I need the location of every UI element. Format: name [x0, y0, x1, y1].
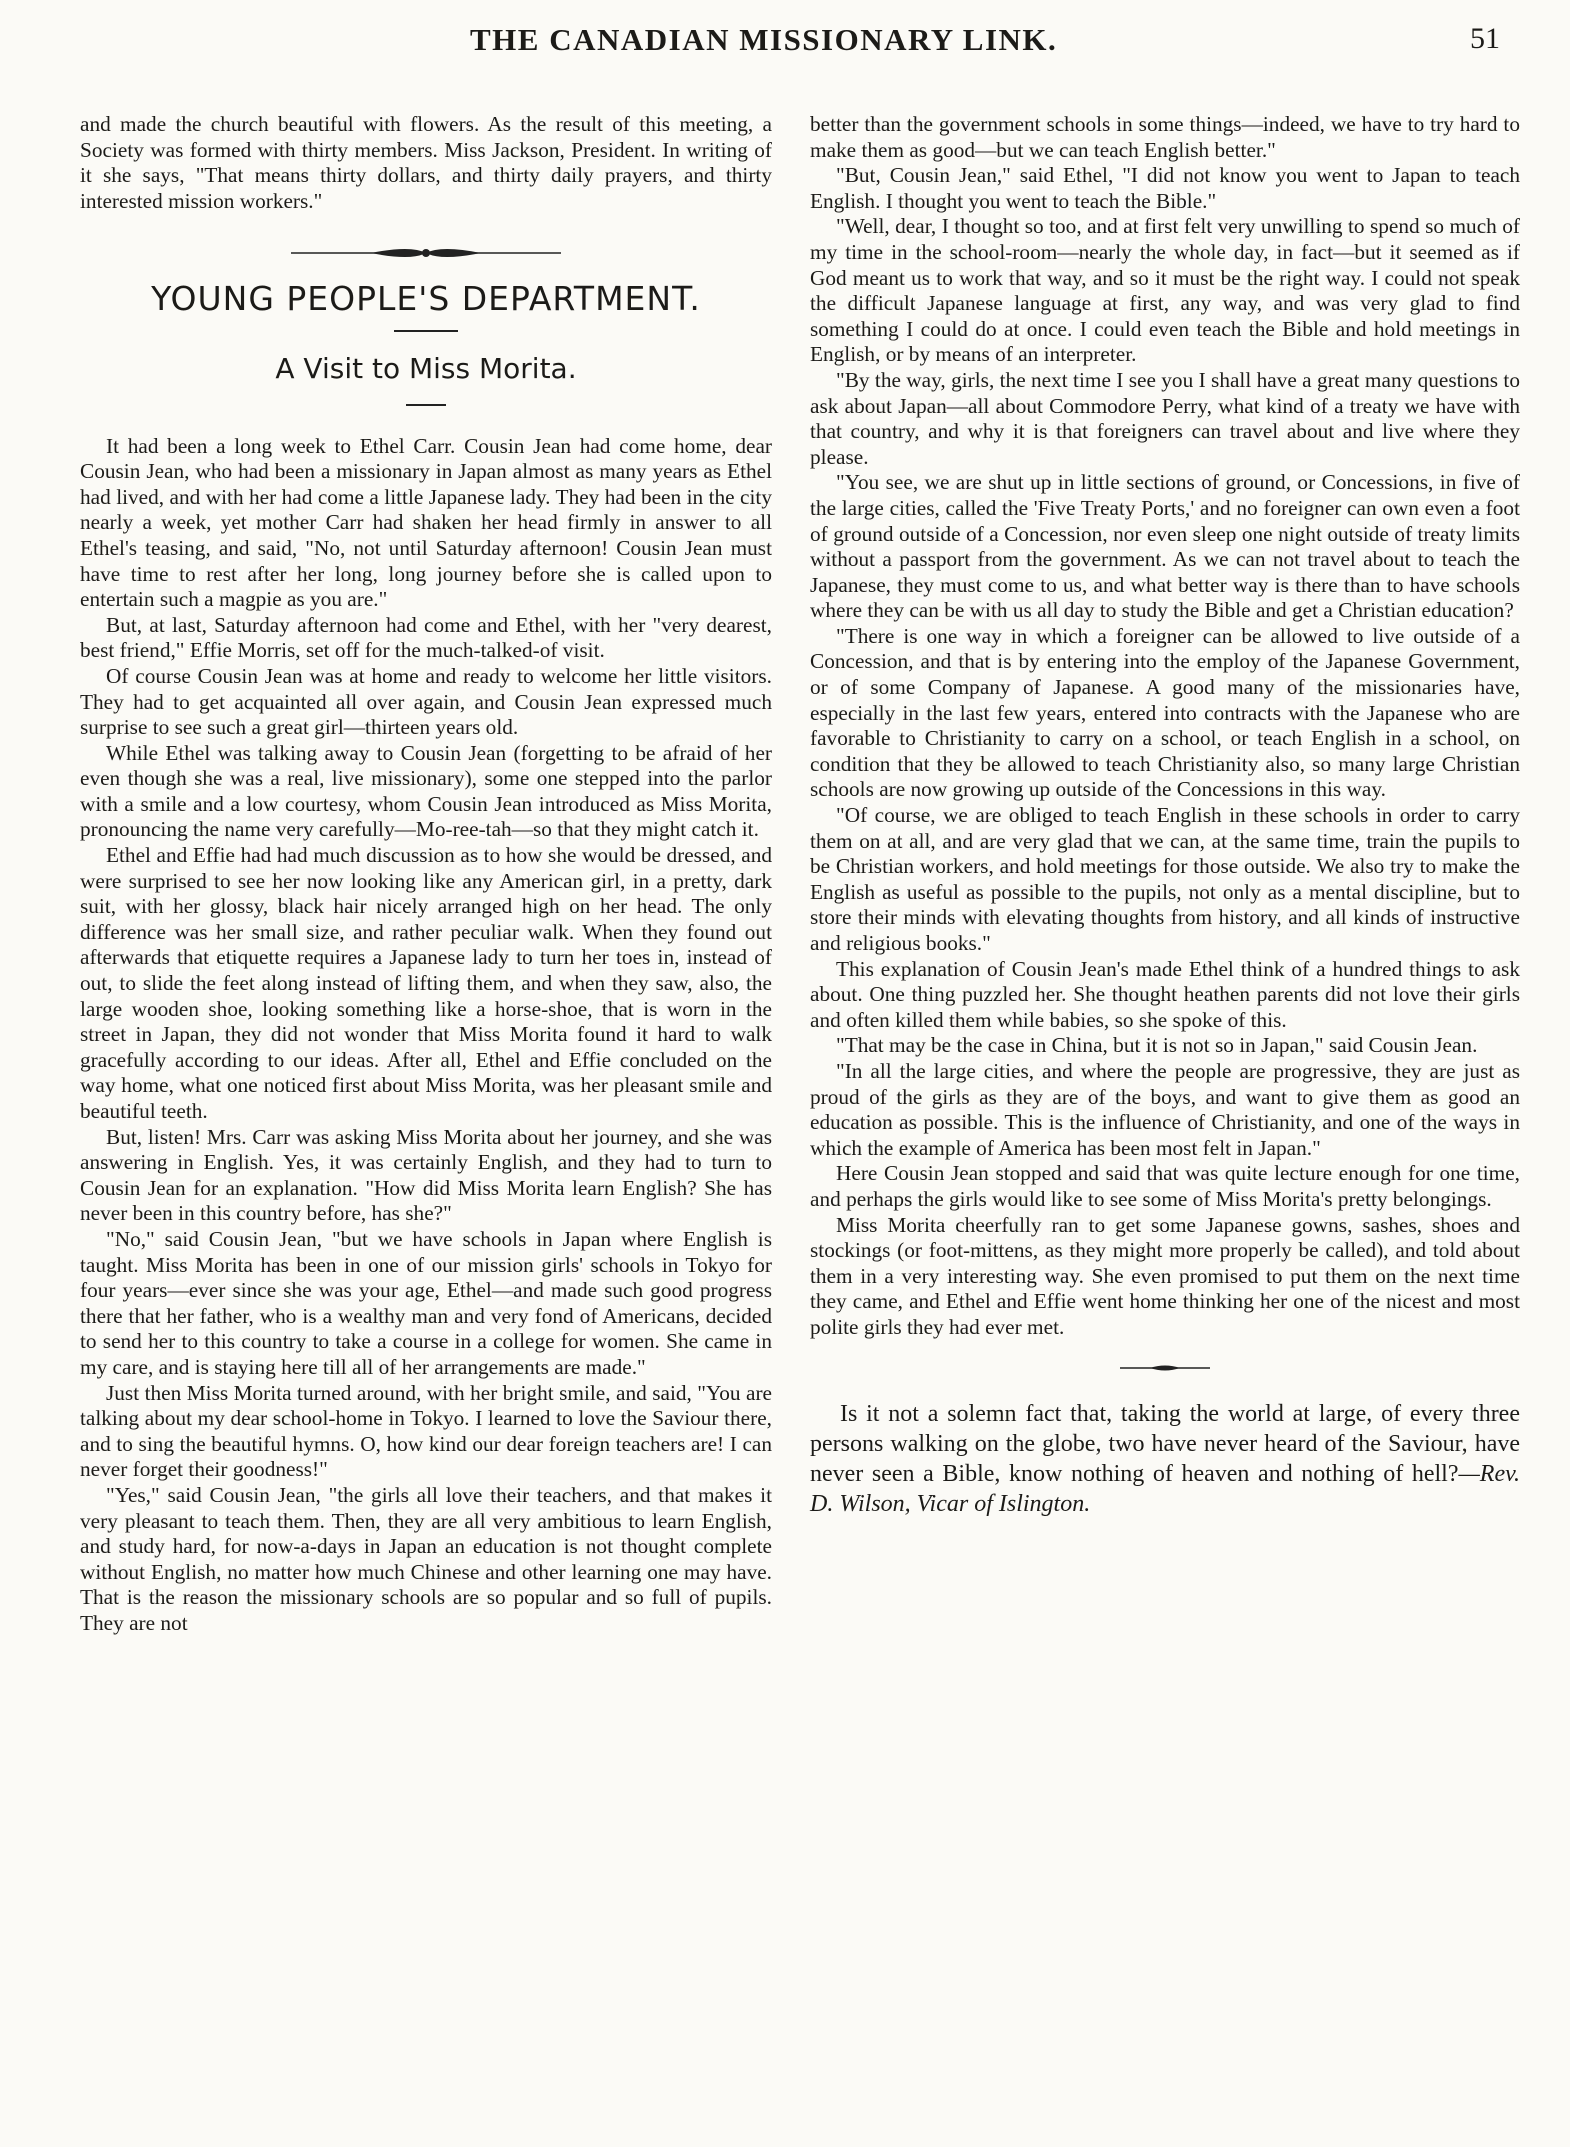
running-title: THE CANADIAN MISSIONARY LINK.	[470, 22, 1058, 57]
story-paragraph: It had been a long week to Ethel Carr. Cousin Jean had come home, dear Cousin Jean, who had been a missionary in Japan almost as many years as Ethel had lived, and with her had come a little Japanese lady. They had been in the city nearly a week, yet mother Carr had shaken her head firmly in answer to all Ethel's teasing, and said, "No, not until Saturday afternoon! Cousin Jean must have time to rest after her long, long journey before she is called upon to entertain such a magpie as you are."	[80, 433, 772, 612]
story-paragraph: Just then Miss Morita turned around, with her bright smile, and said, "You are talking about my dear school-home in Tokyo. I learned to love the Saviour there, and to sing the beautiful hymns. O, how kind our dear foreign teachers are! I can never forget their goodness!"	[80, 1380, 772, 1482]
story-paragraph: better than the government schools in some things—indeed, we have to try hard to make them as good—but we can teach English better."	[810, 112, 1520, 162]
story-paragraph: Miss Morita cheerfully ran to get some Japanese gowns, sashes, shoes and stockings (or foot-mittens, as they might more properly be called), and told about them in a very interesting way. She even promised to put them on the next time they came, and Ethel and Effie went home thinking her one of the nicest and most polite girls they had ever met.	[810, 1212, 1520, 1339]
ornamental-rule-icon	[291, 246, 561, 260]
closing-attribution: —Rev. D. Wilson, Vicar of Islington.	[810, 1460, 1520, 1517]
story-paragraph: Here Cousin Jean stopped and said that was quite lecture enough for one time, and perhaps the girls would like to see some of Miss Morita's pretty belongings.	[810, 1161, 1520, 1211]
closing-text: Is it not a solemn fact that, taking the world at large, of every three persons walking on the globe, two have never heard of the Saviour, have never seen a Bible, know nothing of heaven and nothing of hell?	[810, 1400, 1520, 1487]
story-paragraph: "There is one way in which a foreigner can be allowed to live outside of a Concession, and that is by entering into the employ of the Japanese Government, or of some Company of Japanese. A good many of the missionaries have, especially in the last few years, entered into contracts with the Japanese who are favorable to Christianity to carry on a school, or teach English in a school, on condition that they be allowed to teach Christianity also, so many large Christian schools are now growing up outside of the Concessions in this way.	[810, 623, 1520, 802]
story-paragraph: "Yes," said Cousin Jean, "the girls all love their teachers, and that makes it very pleasant to teach them. Then, they are all very ambitious to learn English, and study hard, for now-a-days in Japan an education is not thought complete without English, no matter how much Chinese and other learning one may have. That is the reason the missionary schools are so popular and so full of pupils. They are not	[80, 1482, 772, 1635]
story-paragraph: Ethel and Effie had had much discussion as to how she would be dressed, and were surprised to see her now looking like any American girl, in a pretty, dark suit, with her glossy, black hair nicely arranged high on her head. The only difference was her small size, and rather peculiar walk. When they found out afterwards that etiquette requires a Japanese lady to turn her toes in, instead of out, to slide the feet along instead of lifting them, and when they saw, also, the large wooden shoe, looking something like a horse-shoe, that is worn in the street in Japan, they did not wonder that Miss Morita found it hard to walk gracefully according to our ideas. After all, Ethel and Effie concluded on the way home, what one noticed first about Miss Morita, was her pleasant smile and beautiful teeth.	[80, 843, 772, 1123]
story-title: A Visit to Miss Morita.	[275, 351, 577, 385]
story-paragraph: "But, Cousin Jean," said Ethel, "I did not know you went to Japan to teach English. I thought you went to teach the Bible."	[810, 163, 1520, 213]
running-head	[0, 14, 1570, 74]
story-paragraph: "Well, dear, I thought so too, and at first felt very unwilling to spend so much of my time in the school-room—nearly the whole day, in fact—but it seemed as if God meant us to work that way, and so it must be the right way. I could not speak the difficult Japanese language at first, any way, and was very glad to find something I could do at once. I could even teach the Bible and hold meetings in English, or by means of an interpreter.	[810, 214, 1520, 367]
story-paragraph: "You see, we are shut up in little sections of ground, or Concessions, in five of the large cities, called the 'Five Treaty Ports,' and no foreigner can own even a foot of ground outside of a Concession, nor even sleep one night outside of treaty limits without a passport from the government. As we can not travel about to teach the Japanese, they must come to us, and what better way is there than to have schools where they can be with us all day to study the Bible and get a Christian education?	[810, 470, 1520, 623]
story-paragraph: "In all the large cities, and where the people are progressive, they are just as proud of the girls as they are of the boys, and want to give them as good an education as possible. This is the influence of Christianity, and one of the ways in which the example of America has been most felt in Japan."	[810, 1058, 1520, 1160]
story-paragraph: While Ethel was talking away to Cousin Jean (forgetting to be afraid of her even though she was a real, live missionary), some one stepped into the parlor with a smile and a low courtesy, whom Cousin Jean introduced as Miss Morita, pronouncing the name very carefully—Mo-ree-tah—so that they might catch it.	[80, 740, 772, 842]
story-paragraph: This explanation of Cousin Jean's made Ethel think of a hundred things to ask about. One thing puzzled her. She thought heathen parents did not love their girls and often killed them while babies, so she spoke of this.	[810, 956, 1520, 1032]
right-column	[810, 112, 1520, 1519]
story-paragraph: But, at last, Saturday afternoon had come and Ethel, with her "very dearest, best friend," Effie Morris, set off for the much-talked-of visit.	[80, 612, 772, 663]
closing-quote	[810, 1399, 1520, 1519]
divider	[394, 330, 458, 332]
department-heading: YOUNG PEOPLE'S DEPARTMENT.	[151, 279, 701, 319]
small-ornament-icon	[1120, 1363, 1210, 1373]
left-column	[80, 112, 772, 1636]
story-paragraph: "No," said Cousin Jean, "but we have schools in Japan where English is taught. Miss Morita has been in one of our mission girls' schools in Tokyo for four years—ever since she was your age, Ethel—and made such good progress there that her father, who is a wealthy man and very fond of Americans, decided to send her to this country to take a course in a college for women. She came in my care, and is staying here till all of her arrangements are made."	[80, 1226, 772, 1379]
divider	[406, 404, 446, 406]
story-paragraph: "That may be the case in China, but it is not so in Japan," said Cousin Jean.	[836, 1033, 1478, 1058]
story-paragraph: "By the way, girls, the next time I see you I shall have a great many questions to ask about Japan—all about Commodore Perry, what kind of a treaty we have with that country, and why it is that foreigners can travel about and live where they please.	[810, 367, 1520, 469]
story-paragraph: "Of course, we are obliged to teach English in these schools in order to carry them on at all, and are very glad that we can, at the same time, train the pupils to be Christian workers, and hold meetings for those outside. We also try to make the English as useful as possible to the pupils, not only as a mental discipline, but to store their minds with elevating thoughts from history, and all kinds of instructive and religious books."	[810, 803, 1520, 955]
story-paragraph: But, listen! Mrs. Carr was asking Miss Morita about her journey, and she was answering in English. Yes, it was certainly English, and they had to turn to Cousin Jean for an explanation. "How did Miss Morita learn English? She has never been in this country before, has she?"	[80, 1124, 772, 1226]
page-number: 51	[1470, 22, 1500, 55]
story-paragraph: Of course Cousin Jean was at home and ready to welcome her little visitors. They had to get acquainted all over again, and Cousin Jean expressed much surprise to see such a great girl—thirteen years old.	[80, 663, 772, 740]
intro-paragraph: and made the church beautiful with flowers. As the result of this meeting, a Society was formed with thirty members. Miss Jackson, President. In writing of it she says, "That means thirty dollars, and thirty daily prayers, and thirty interested mission workers."	[80, 112, 772, 213]
